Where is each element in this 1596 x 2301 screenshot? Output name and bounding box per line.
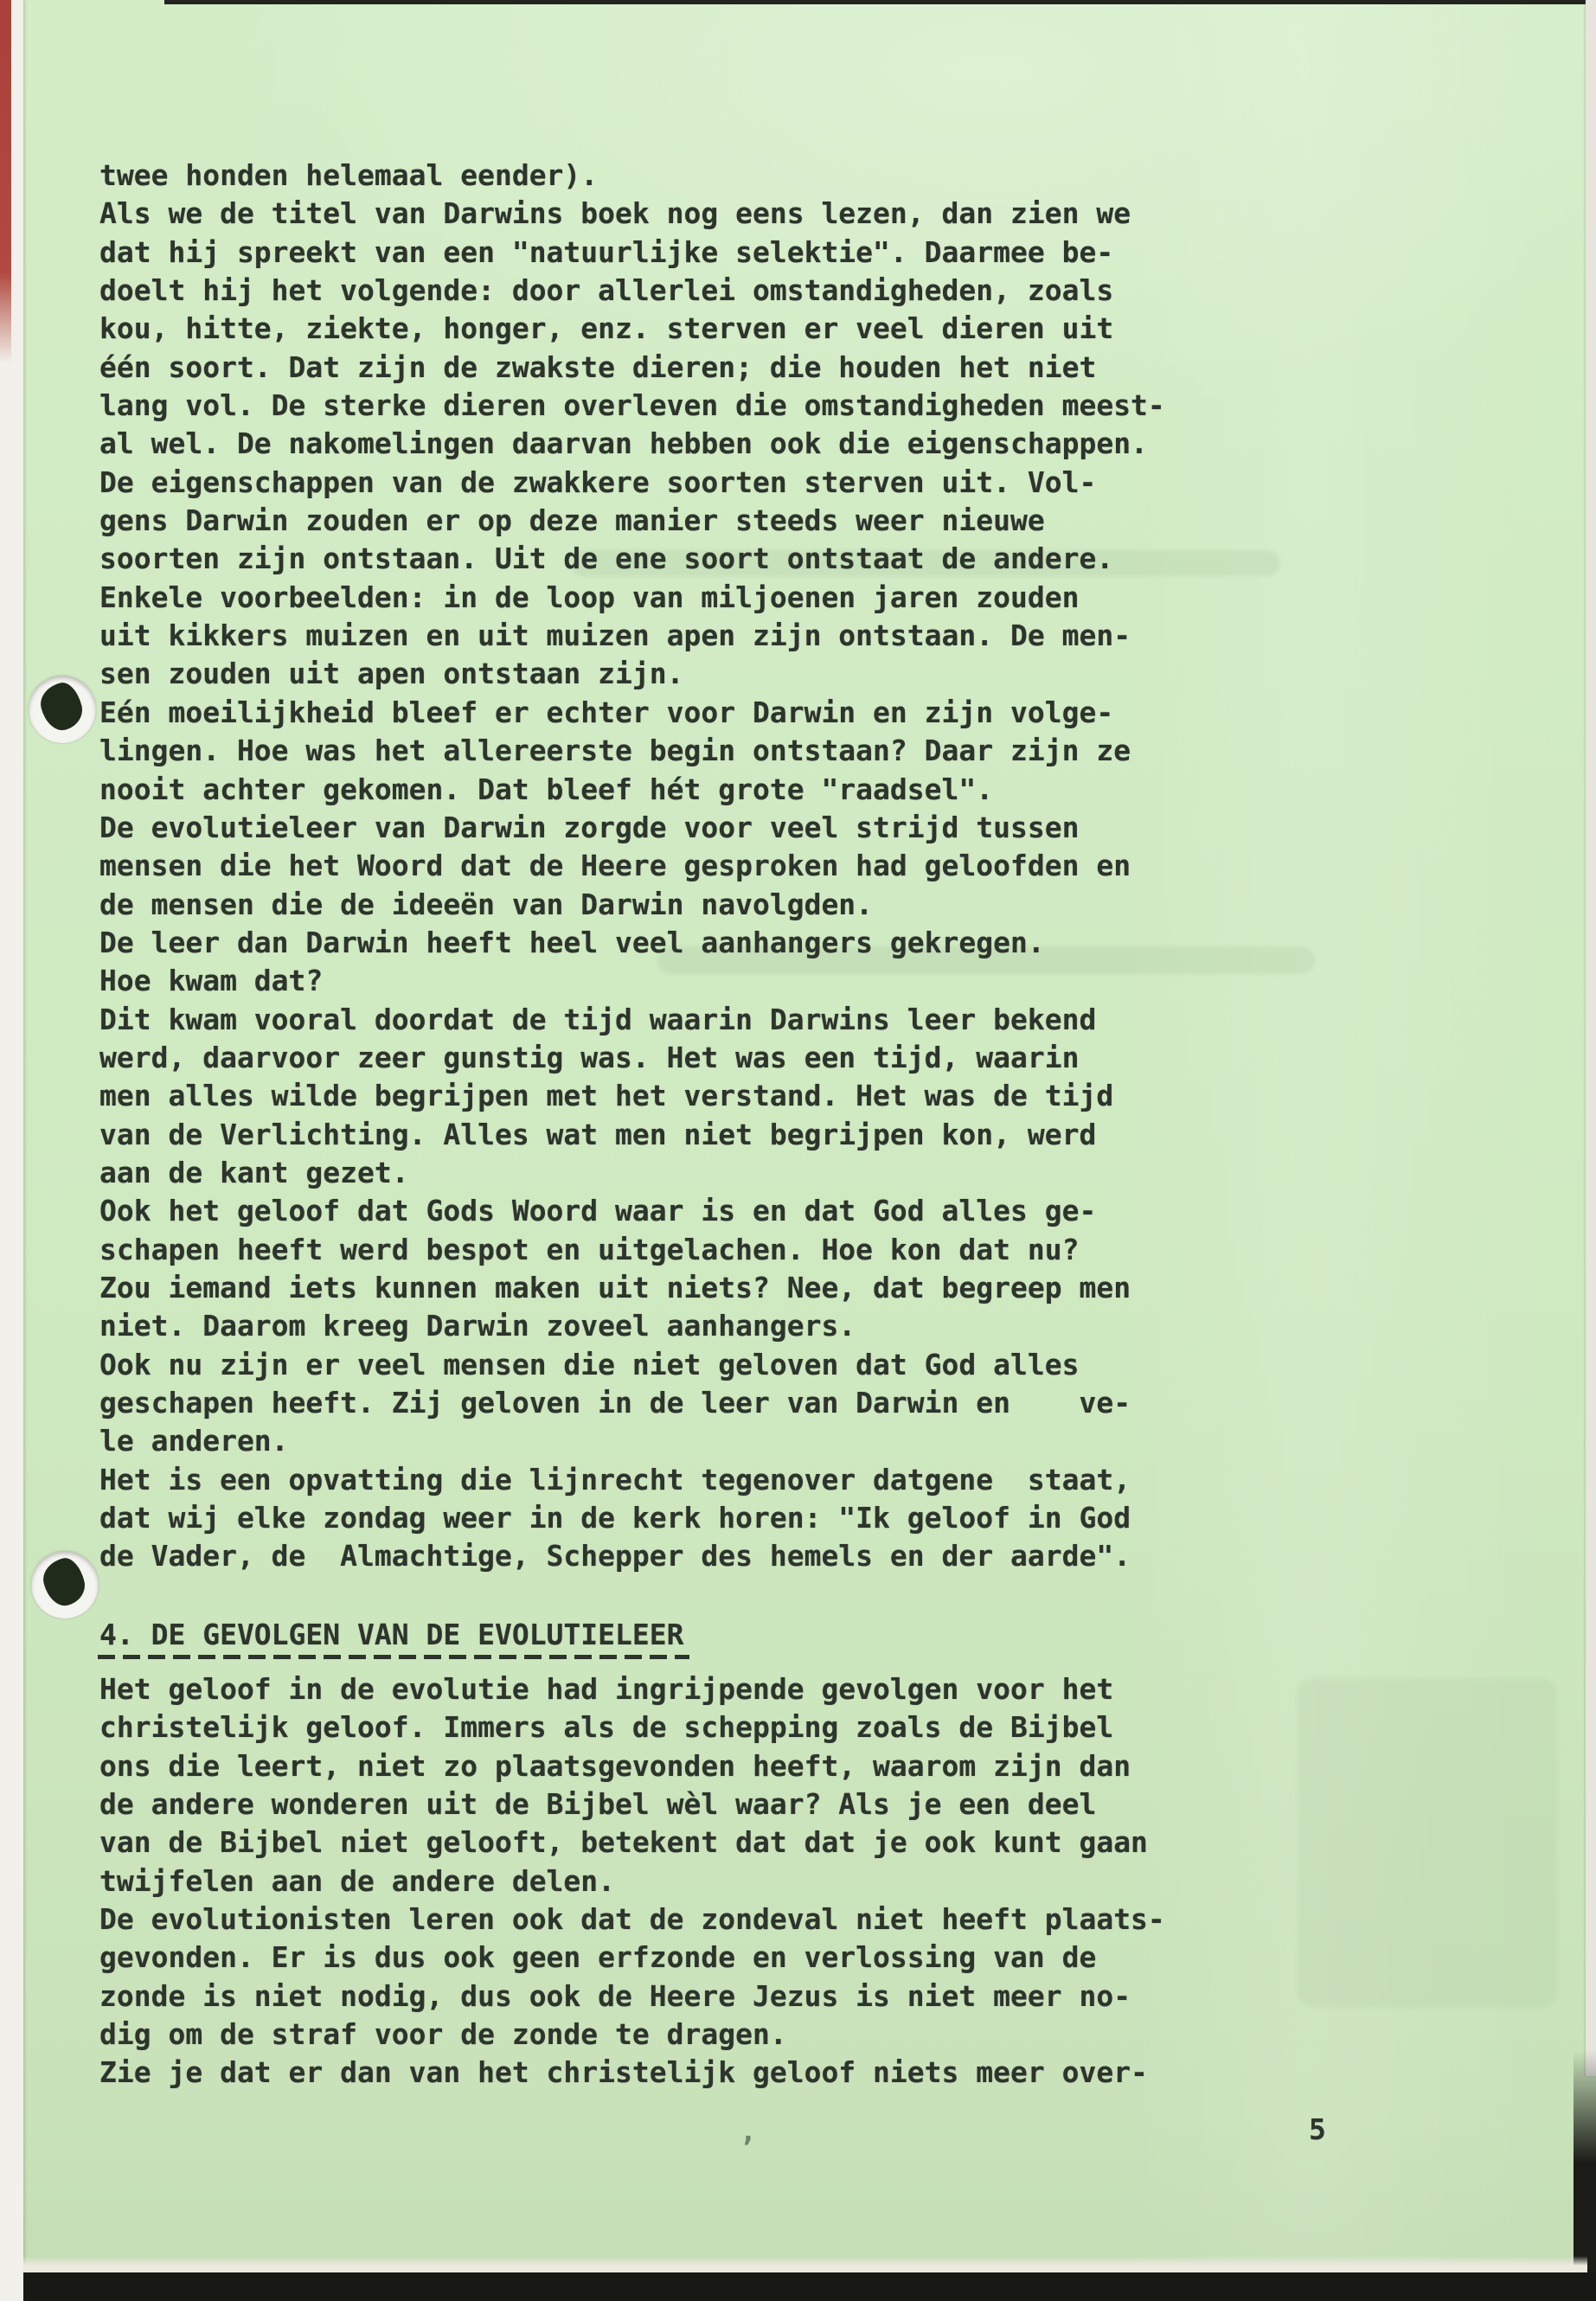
paragraph-block-1 bbox=[99, 157, 1165, 1576]
text-line: dat wij elke zondag weer in de kerk horen: "Ik geloof in God bbox=[99, 1501, 1131, 1535]
text-line: uit kikkers muizen en uit muizen apen zijn ontstaan. De men- bbox=[99, 619, 1131, 653]
text-line: kou, hitte, ziekte, honger, enz. sterven er veel dieren uit bbox=[99, 311, 1114, 346]
text-line: lang vol. De sterke dieren overleven die omstandigheden meest- bbox=[99, 388, 1165, 423]
text-line: christelijk geloof. Immers als de schepping zoals de Bijbel bbox=[99, 1710, 1114, 1745]
text-line: werd, daarvoor zeer gunstig was. Het was een tijd, waarin bbox=[99, 1040, 1080, 1074]
text-line: van de Verlichting. Alles wat men niet begrijpen kon, werd bbox=[99, 1117, 1097, 1151]
text-line: één soort. Dat zijn de zwakste dieren; die houden het niet bbox=[99, 349, 1097, 384]
text-line: gevonden. Er is dus ook geen erfzonde en verlossing van de bbox=[99, 1940, 1097, 1975]
text-line: De leer dan Darwin heeft heel veel aanhangers gekregen. bbox=[99, 925, 1045, 959]
text-line: Zou iemand iets kunnen maken uit niets? Nee, dat begreep men bbox=[99, 1270, 1131, 1304]
section-heading: 4. DE GEVOLGEN VAN DE EVOLUTIELEER bbox=[99, 1618, 684, 1651]
text-line: geschapen heeft. Zij geloven in de leer van Darwin en ve- bbox=[99, 1386, 1131, 1420]
text-line: de Vader, de Almachtige, Schepper des hemels en der aarde". bbox=[99, 1539, 1131, 1574]
text-line: le anderen. bbox=[99, 1424, 289, 1458]
text-line: doelt hij het volgende: door allerlei omstandigheden, zoals bbox=[99, 273, 1114, 308]
text-line: sen zouden uit apen ontstaan zijn. bbox=[99, 657, 684, 691]
text-line: al wel. De nakomelingen daarvan hebben ook die eigenschappen. bbox=[99, 426, 1148, 461]
text-line: twijfelen aan de andere delen. bbox=[99, 1863, 616, 1898]
text-line: de mensen die de ideeën van Darwin navolgden. bbox=[99, 887, 874, 921]
text-line: Enkele voorbeelden: in de loop van miljoenen jaren zouden bbox=[99, 580, 1080, 614]
punch-hole-bottom bbox=[31, 1551, 99, 1618]
paper-bottom-edge bbox=[23, 2256, 1587, 2273]
text-line: ons die leert, niet zo plaatsgevonden heeft, waarom zijn dan bbox=[99, 1748, 1131, 1783]
text-line: niet. Daarom kreeg Darwin zoveel aanhangers. bbox=[99, 1309, 856, 1343]
text-line: de andere wonderen uit de Bijbel wèl waar? Als je een deel bbox=[99, 1787, 1097, 1822]
text-line: zonde is niet nodig, dus ook de Heere Jezus is niet meer no- bbox=[99, 1978, 1131, 2013]
scan-bottom-edge bbox=[23, 2272, 1596, 2301]
text-line: aan de kant gezet. bbox=[99, 1155, 409, 1189]
punch-hole-shadow bbox=[36, 679, 87, 734]
text-line: dig om de straf voor de zonde te dragen. bbox=[99, 2017, 787, 2052]
text-line: De evolutieleer van Darwin zorgde voor veel strijd tussen bbox=[99, 810, 1080, 844]
right-paper-edge bbox=[1586, 0, 1596, 2076]
text-line: De eigenschappen van de zwakkere soorten sterven uit. Vol- bbox=[99, 465, 1097, 499]
text-line: Hoe kwam dat? bbox=[99, 964, 324, 998]
paragraph-block-2 bbox=[99, 1670, 1165, 2093]
punch-hole-shadow bbox=[39, 1554, 89, 1610]
text-line: Dit kwam vooral doordat de tijd waarin Darwins leer bekend bbox=[99, 1002, 1097, 1036]
text-line: Het is een opvatting die lijnrecht tegenover datgene staat, bbox=[99, 1462, 1131, 1497]
text-line: gens Darwin zouden er op deze manier steeds weer nieuwe bbox=[99, 503, 1045, 538]
text-line: dat hij spreekt van een "natuurlijke selektie". Daarmee be- bbox=[99, 234, 1114, 269]
stray-ink-mark: , bbox=[740, 2114, 757, 2148]
text-line: Ook het geloof dat Gods Woord waar is en dat God alles ge- bbox=[99, 1194, 1097, 1228]
scan-smudge bbox=[1298, 1678, 1557, 2007]
red-binding-edge bbox=[0, 0, 11, 363]
text-line: De evolutionisten leren ook dat de zondeval niet heeft plaats- bbox=[99, 1902, 1165, 1937]
text-line: Eén moeilijkheid bleef er echter voor Darwin en zijn volge- bbox=[99, 695, 1114, 729]
text-line: Ook nu zijn er veel mensen die niet geloven dat God alles bbox=[99, 1347, 1080, 1381]
text-line: nooit achter gekomen. Dat bleef hét grote "raadsel". bbox=[99, 772, 994, 806]
scan-top-edge bbox=[164, 0, 1596, 4]
text-line: lingen. Hoe was het allereerste begin ontstaan? Daar zijn ze bbox=[99, 734, 1131, 768]
punch-hole-top bbox=[29, 676, 96, 743]
text-line: mensen die het Woord dat de Heere gesproken had geloofden en bbox=[99, 849, 1131, 883]
text-line: Als we de titel van Darwins boek nog eens lezen, dan zien we bbox=[99, 196, 1131, 231]
text-line: Het geloof in de evolutie had ingrijpende gevolgen voor het bbox=[99, 1672, 1114, 1706]
text-line: men alles wilde begrijpen met het verstand. Het was de tijd bbox=[99, 1079, 1114, 1113]
text-line: Zie je dat er dan van het christelijk geloof niets meer over- bbox=[99, 2055, 1148, 2090]
text-line: twee honden helemaal eender). bbox=[99, 158, 599, 192]
text-line: soorten zijn ontstaan. Uit de ene soort ontstaat de andere. bbox=[99, 542, 1114, 576]
text-line: van de Bijbel niet gelooft, betekent dat dat je ook kunt gaan bbox=[99, 1825, 1148, 1860]
text-line: schapen heeft werd bespot en uitgelachen. Hoe kon dat nu? bbox=[99, 1232, 1080, 1266]
page-number: 5 bbox=[1309, 2112, 1326, 2146]
heading-underline bbox=[98, 1655, 689, 1659]
